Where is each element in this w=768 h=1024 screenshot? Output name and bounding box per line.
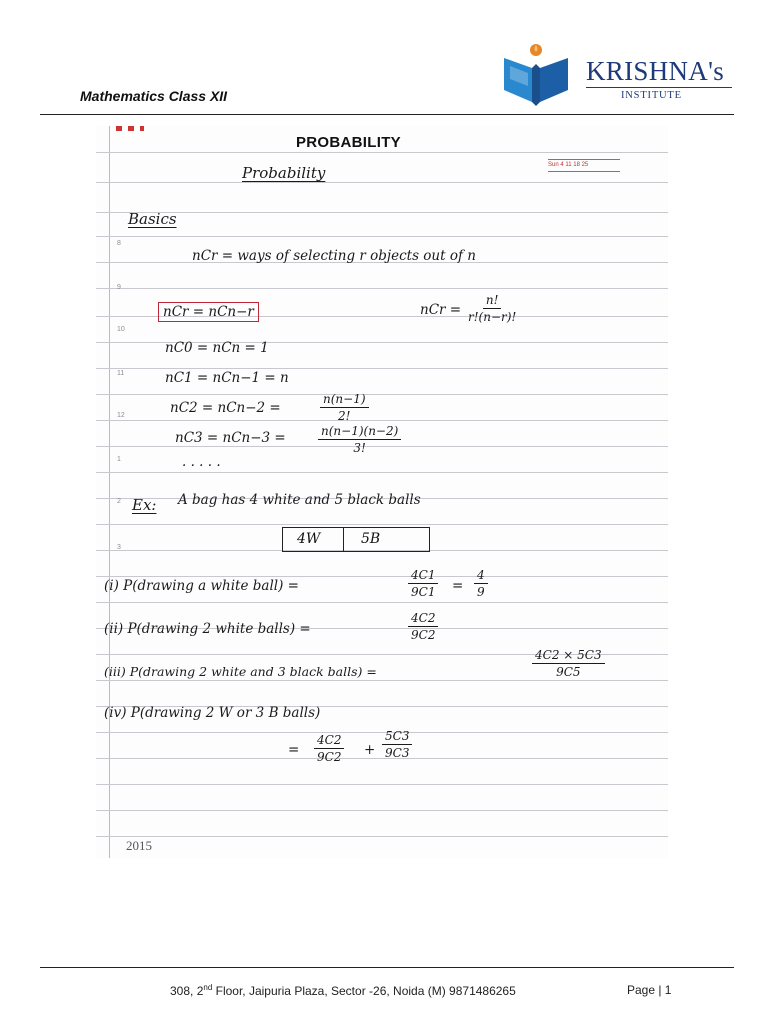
boxed-identity: nCr = nCn−r: [158, 302, 259, 322]
question-4-numerator-2: 5C3: [382, 729, 412, 745]
identity-c3-fraction: [318, 424, 401, 455]
footer-rule: [40, 967, 734, 968]
ruled-line: [96, 680, 668, 681]
footer-address-post: Floor, Jaipuria Plaza, Sector -26, Noida (M) 9871486265: [212, 984, 516, 998]
line-number: 12: [117, 412, 125, 419]
definition-line: nCr = ways of selecting r objects out of n: [192, 248, 476, 264]
question-4-denominator-1: 9C2: [317, 750, 342, 764]
handwritten-heading: Probability: [242, 164, 326, 182]
question-4-plus: +: [364, 742, 376, 758]
question-4-text: (iv) P(drawing 2 W or 3 B balls): [104, 705, 321, 721]
black-ball-count: 5B: [361, 531, 381, 547]
question-4-fraction-1: [314, 733, 344, 764]
ruled-line: [96, 368, 668, 369]
institute-logo: [498, 42, 738, 110]
identity-c0: nC0 = nCn = 1: [165, 340, 269, 356]
line-number: 3: [117, 544, 121, 551]
question-4-fraction-2: [382, 729, 412, 760]
question-2-fraction: [408, 611, 438, 642]
formula-lhs: nCr =: [420, 302, 462, 318]
question-1-numerator: 4C1: [408, 568, 438, 584]
white-ball-count: 4W: [297, 531, 321, 547]
ruled-line: [96, 420, 668, 421]
formula-fraction: [468, 293, 516, 324]
ruled-line: [96, 810, 668, 811]
white-black-ball-box: [282, 527, 430, 552]
identity-c1: nC1 = nCn−1 = n: [165, 370, 289, 386]
line-number: 9: [117, 284, 121, 291]
example-text: A bag has 4 white and 5 black balls: [178, 492, 421, 508]
ruled-line: [96, 288, 668, 289]
formula-numerator: n!: [483, 293, 502, 309]
question-3-numerator: 4C2 × 5C3: [532, 648, 605, 664]
identity-c2-lhs: nC2 = nCn−2 =: [170, 400, 281, 416]
question-4-denominator-2: 9C3: [385, 746, 410, 760]
question-3-denominator: 9C5: [556, 665, 581, 679]
question-3-text: (iii) P(drawing 2 white and 3 black balls) =: [104, 664, 377, 679]
ruled-line: [96, 524, 668, 525]
line-number: 10: [117, 326, 125, 333]
logo-underline: [586, 87, 732, 88]
ruled-line: [96, 784, 668, 785]
formula-denominator: r!(n−r)!: [468, 310, 517, 324]
ruled-line: [96, 236, 668, 237]
ruled-line: [96, 836, 668, 837]
logo-wordmark: KRISHNA's: [586, 56, 725, 86]
line-number: 2: [117, 498, 121, 505]
handwritten-subheading: Basics: [128, 210, 177, 228]
ruled-line: [96, 602, 668, 603]
question-1-equals: =: [452, 578, 464, 594]
notebook-date-strip: Sun 4 11 18 25: [548, 162, 589, 168]
date-strip-bottom-rule: [548, 171, 620, 172]
ruled-line: [96, 182, 668, 183]
ball-box-divider: [343, 528, 344, 551]
question-4-equals: =: [288, 742, 300, 758]
question-1-result-numerator: 4: [474, 568, 488, 584]
logo-subtitle: INSTITUTE: [621, 90, 682, 101]
question-1-fraction: [408, 568, 438, 599]
book-flame-logo-icon: [498, 42, 568, 110]
notebook-year: 2015: [126, 838, 152, 853]
question-1-result: [474, 568, 488, 599]
question-1-result-denominator: 9: [477, 585, 485, 599]
question-1-text: (i) P(drawing a white ball) =: [104, 578, 299, 594]
ruled-line: [96, 576, 668, 577]
line-number: 1: [117, 456, 121, 463]
line-number: 8: [117, 240, 121, 247]
continuation-dots: · · · · ·: [182, 458, 221, 474]
question-2-numerator: 4C2: [408, 611, 438, 627]
question-2-text: (ii) P(drawing 2 white balls) =: [104, 621, 311, 637]
line-number: 11: [117, 370, 125, 377]
question-3-fraction: [532, 648, 605, 679]
identity-c3-numerator: n(n−1)(n−2): [318, 424, 401, 440]
identity-c2-numerator: n(n−1): [320, 392, 369, 408]
question-4-numerator-1: 4C2: [314, 733, 344, 749]
footer-page-number: Page | 1: [627, 983, 672, 997]
identity-c2-fraction: [320, 392, 369, 423]
page-header-title: Mathematics Class XII: [80, 88, 228, 104]
notebook-top-marks: [114, 126, 234, 132]
header-rule: [40, 114, 734, 115]
question-1-denominator: 9C1: [411, 585, 436, 599]
question-2-denominator: 9C2: [411, 628, 436, 642]
date-strip-top-rule: [548, 159, 620, 160]
identity-c3-lhs: nC3 = nCn−3 =: [175, 430, 286, 446]
footer-address: [170, 983, 516, 998]
ruled-line: [96, 152, 668, 153]
document-title: PROBABILITY: [296, 134, 401, 151]
ruled-line: [96, 212, 668, 213]
footer-address-sup: nd: [203, 983, 213, 992]
example-label: Ex:: [132, 496, 157, 514]
ruled-line: [96, 394, 668, 395]
identity-c2-denominator: 2!: [338, 409, 351, 423]
footer-address-pre: 308, 2: [170, 984, 204, 998]
identity-c3-denominator: 3!: [353, 441, 366, 455]
